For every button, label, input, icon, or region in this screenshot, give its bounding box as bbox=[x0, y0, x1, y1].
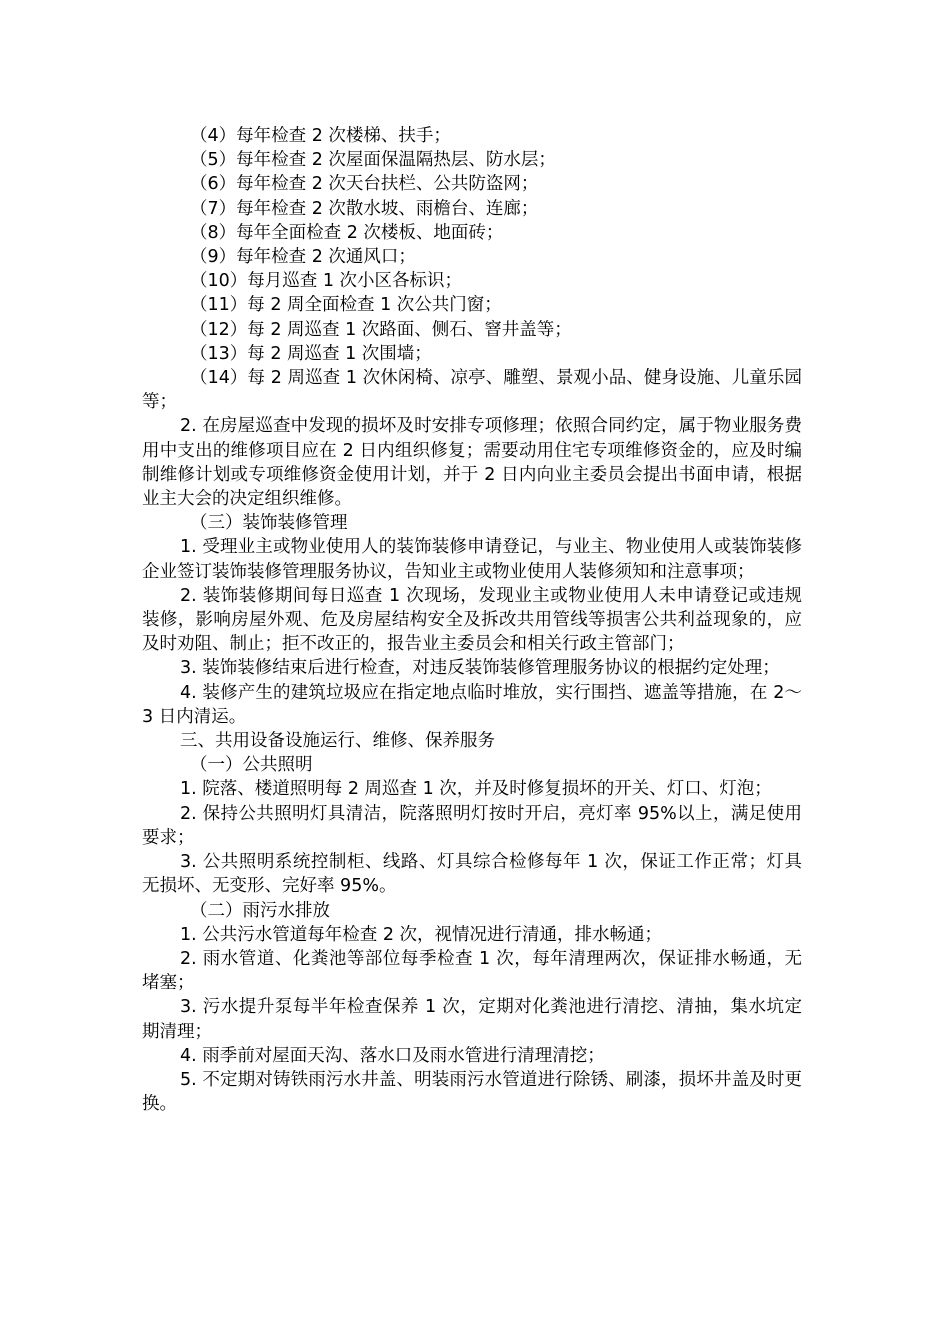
paragraph-lighting-1: 1. 院落、楼道照明每 2 周巡查 1 次，并及时修复损坏的开关、灯口、灯泡； bbox=[180, 779, 772, 800]
paragraph-item-14: （14）每 2 周巡查 1 次休闲椅、凉亭、雕塑、景观小品、健身设施、儿童乐园等； bbox=[142, 368, 802, 413]
paragraph-item-9: （9）每年检查 2 次通风口； bbox=[190, 247, 416, 268]
paragraph-decoration-2: 2. 装饰装修期间每日巡查 1 次现场，发现业主或物业使用人未申请登记或违规装修，影响房屋外观、危及房屋结构安全及拆改共用管线等损害公共利益现象的，应及时劝阻、制止；拒不改正的，报告业主委员会和相关行政主管部门； bbox=[142, 585, 802, 655]
paragraph-item-6: （6）每年检查 2 次天台扶栏、公共防盗网； bbox=[190, 174, 539, 195]
paragraph-item-8: （8）每年全面检查 2 次楼板、地面砖； bbox=[190, 222, 504, 243]
paragraph-item-4: （4）每年检查 2 次楼梯、扶手； bbox=[190, 126, 451, 146]
paragraph-item-10: （10）每月巡查 1 次小区各标识； bbox=[190, 271, 463, 292]
paragraph-lighting-3: 3. 公共照明系统控制柜、线路、灯具综合检修每年 1 次，保证工作正常；灯具无损坏、无变形、完好率 95%。 bbox=[142, 852, 802, 897]
paragraph-lighting-2: 2. 保持公共照明灯具清洁，院落照明灯按时开启，亮灯率 95%以上，满足使用要求； bbox=[142, 803, 802, 848]
document-body bbox=[142, 124, 802, 1116]
paragraph-drainage-1: 1. 公共污水管道每年检查 2 次，视情况进行清通，排水畅通； bbox=[180, 924, 663, 945]
paragraph-drainage-2: 2. 雨水管道、化粪池等部位每季检查 1 次，每年清理两次，保证排水畅通，无堵塞； bbox=[142, 948, 802, 994]
paragraph-house-repair: 2. 在房屋巡查中发现的损坏及时安排专项修理；依照合同约定，属于物业服务费用中支出的维修项目应在 2 日内组织修复；需要动用住宅专项维修资金的，应及时编制维修计划或专项维修资金使用计划，并于 2 日内向业主委员会提出书面申请，根据业主大会的决定组织维修。 bbox=[142, 416, 802, 510]
paragraph-drainage-3: 3. 污水提升泵每半年检查保养 1 次，定期对化粪池进行清挖、清抽，集水坑定期清理； bbox=[142, 997, 802, 1042]
chapter-heading-facilities: 三、共用设备设施运行、维修、保养服务 bbox=[180, 731, 495, 752]
section-heading-drainage: （二）雨污水排放 bbox=[190, 900, 330, 921]
paragraph-item-11: （11）每 2 周全面检查 1 次公共门窗； bbox=[190, 295, 502, 316]
paragraph-drainage-4: 4. 雨季前对屋面天沟、落水口及雨水管进行清理清挖； bbox=[180, 1045, 605, 1066]
paragraph-item-7: （7）每年检查 2 次散水坡、雨檐台、连廊； bbox=[190, 198, 539, 219]
paragraph-item-13: （13）每 2 周巡查 1 次围墙； bbox=[190, 343, 432, 364]
paragraph-drainage-5: 5. 不定期对铸铁雨污水井盖、明装雨污水管道进行除锈、刷漆，损坏井盖及时更换。 bbox=[142, 1069, 802, 1115]
paragraph-decoration-4: 4. 装修产生的建筑垃圾应在指定地点临时堆放，实行围挡、遮盖等措施，在 2～3 日内清运。 bbox=[142, 682, 802, 727]
section-heading-lighting: （一）公共照明 bbox=[190, 755, 313, 776]
paragraph-item-12: （12）每 2 周巡查 1 次路面、侧石、窨井盖等； bbox=[190, 319, 572, 340]
paragraph-decoration-1: 1. 受理业主或物业使用人的装饰装修申请登记，与业主、物业使用人或装饰装修企业签订装饰装修管理服务协议，告知业主或物业使用人装修须知和注意事项； bbox=[142, 537, 802, 582]
paragraph-item-5: （5）每年检查 2 次屋面保温隔热层、防水层； bbox=[190, 150, 556, 171]
section-heading-decoration: （三）装饰装修管理 bbox=[190, 513, 348, 534]
paragraph-decoration-3: 3. 装饰装修结束后进行检查，对违反装饰装修管理服务协议的根据约定处理； bbox=[180, 658, 780, 679]
